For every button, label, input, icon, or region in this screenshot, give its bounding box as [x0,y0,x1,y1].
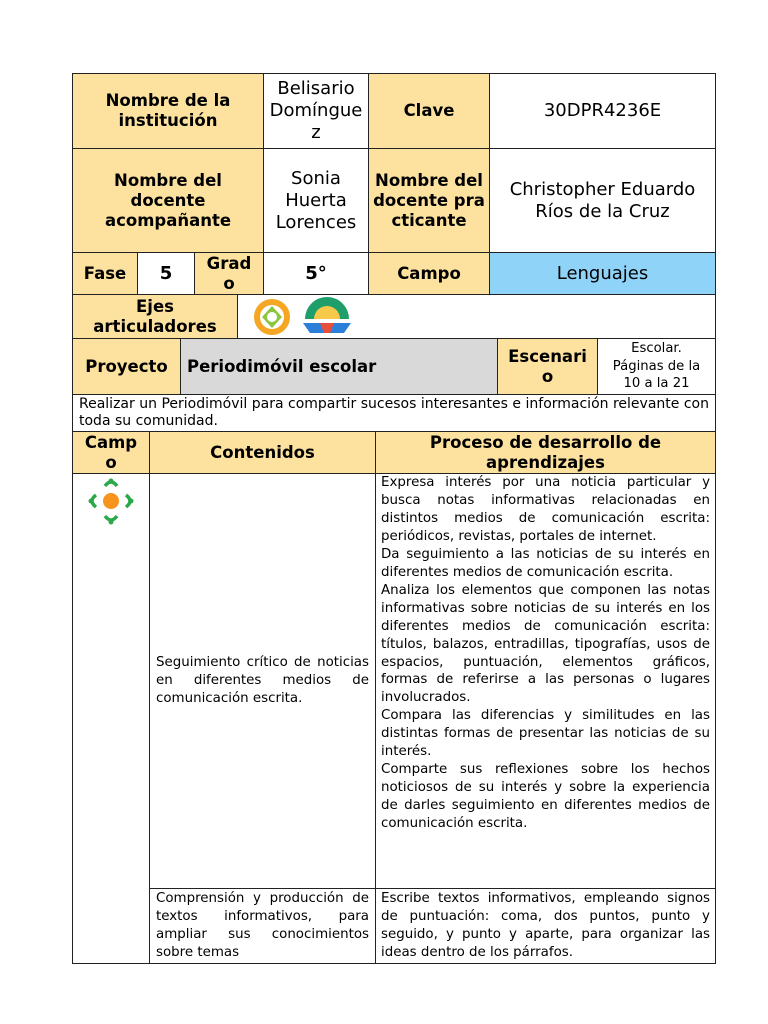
interculturalidad-icon [300,297,354,337]
fase-label: Fase [72,252,138,295]
proyecto-label: Proyecto [72,338,181,395]
clave-label: Clave [368,73,490,149]
clave-value: 30DPR4236E [489,73,716,149]
institucion-label: Nombre de la institución [72,73,264,149]
docente-acompanante-label: Nombre del docente acompañante [72,148,264,253]
proceso-item: Comparte sus reflexiones sobre los hechos noticiosos de su interés y sobre la experiencia de darles seguimiento en diferentes medios de comunicación escrita. [381,762,710,832]
proceso-cell-2 [375,888,716,964]
grado-value: 5° [263,252,369,295]
inclusion-icon [252,297,292,337]
ejes-label: Ejes articuladores [72,294,238,339]
proceso-list-2 [376,890,715,962]
docente-acompanante-value: Sonia Huerta Lorences [263,148,369,253]
proceso-item: Expresa interés por una noticia particular y busca notas informativas relacionadas en distintos medios de comunicación escrita: periódicos, revistas, portales de internet. [381,475,710,544]
docente-practicante-label: Nombre del docente practicante [368,148,490,253]
campo-value: Lenguajes [489,252,716,295]
docente-practicante-value: Christopher Eduardo Ríos de la Cruz [489,148,716,253]
proceso-cell-1 [375,473,716,889]
objetivo-text: Realizar un Periodimóvil para compartir sucesos interesantes e información relevante con toda su comunidad. [72,394,716,432]
escenario-label: Escenario [497,338,598,395]
col-contenidos-header: Contenidos [149,431,376,474]
contenido-cell-1 [149,473,376,889]
proceso-item: Analiza los elementos que componen las notas informativas sobre noticias de su interés en los diferentes medios de comunicación escrita: títulos, balazos, entradillas, tipografías, usos de espacios, puntuación, elementos gráficos, formas de referirse a las personas o lugares involucrados. [381,582,710,706]
col-campo-header: Campo [72,431,150,474]
campo-label: Campo [368,252,490,295]
col-proceso-header: Proceso de desarrollo de aprendizajes [375,431,716,474]
ejes-icons-cell [237,294,716,339]
grado-label: Grado [194,252,264,295]
institucion-value: Belisario Domínguez [263,73,369,149]
campo-icon-cell [72,473,150,964]
contenido-text-2: Comprensión y producción de textos informativos, para ampliar sus conocimientos sobre temas [156,891,369,960]
proceso-item: Da seguimiento a las noticias de su interés en diferentes medios de comunicación escrita. [381,546,710,580]
proceso-item: Compara las diferencias y similitudes en las distintas formas de presentar las noticias de su interés. [381,708,710,760]
proceso-list-1 [376,474,715,833]
contenido-text-1: Seguimiento crítico de noticias en diferentes medios de comunicación escrita. [156,655,369,706]
proyecto-value: Periodimóvil escolar [180,338,498,395]
lenguajes-campo-icon [85,476,137,530]
escenario-value: Escolar. Páginas de la 10 a la 21 [597,338,716,395]
proceso-item: Escribe textos informativos, empleando signos de puntuación: coma, dos puntos, punto y seguido, y punto y aparte, para organizar las ideas dentro de los párrafos. [381,891,710,960]
fase-value: 5 [137,252,195,295]
contenido-cell-2 [149,888,376,964]
